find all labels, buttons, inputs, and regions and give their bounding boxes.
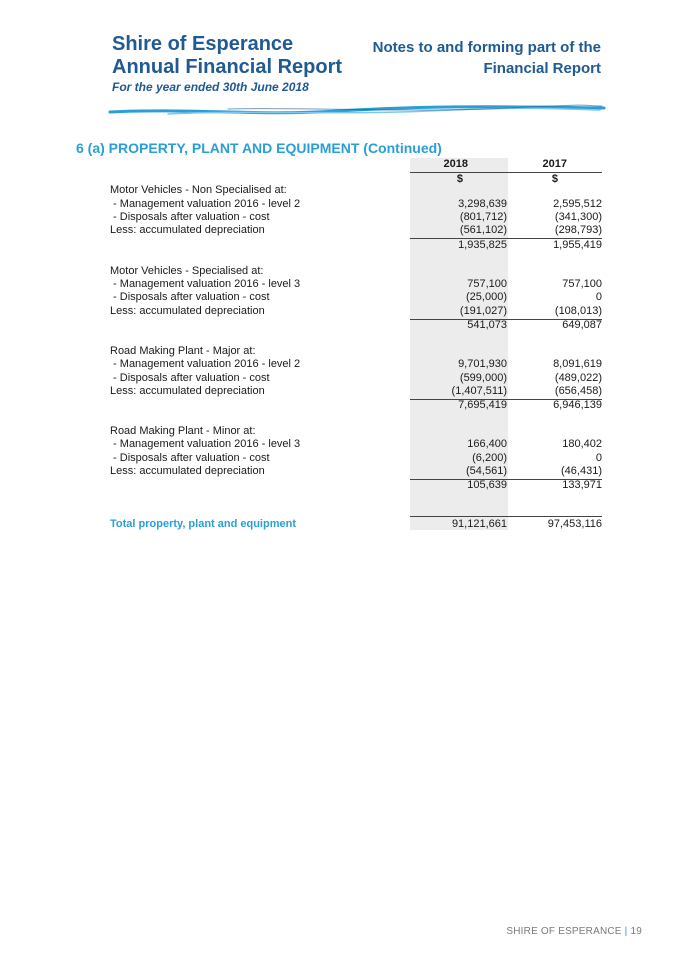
table-row	[0, 211, 675, 224]
page-footer	[506, 926, 642, 937]
table-row	[0, 372, 675, 385]
value-2018: 166,400	[467, 438, 507, 450]
total-2017: 97,453,116	[547, 518, 602, 530]
value-2018: (599,000)	[459, 372, 507, 384]
subtotal-2018: 105,639	[467, 479, 507, 491]
value-2017: 8,091,619	[553, 358, 602, 370]
value-2017: (341,300)	[554, 211, 602, 223]
value-2017: (298,793)	[554, 224, 602, 236]
value-2017: 757,100	[562, 278, 602, 290]
total-rule	[410, 516, 602, 517]
table-row	[0, 465, 675, 478]
row-label: - Disposals after valuation - cost	[110, 211, 270, 223]
table-row	[0, 452, 675, 465]
group-heading: Motor Vehicles - Specialised at:	[110, 265, 264, 277]
group-heading-row	[0, 345, 675, 358]
row-label: Less: accumulated depreciation	[110, 305, 265, 317]
report-name: Annual Financial Report	[112, 56, 343, 78]
total-row	[0, 518, 675, 531]
row-label: - Management valuation 2016 - level 2	[110, 358, 301, 370]
row-label: - Disposals after valuation - cost	[110, 291, 270, 303]
subtotal-row	[0, 479, 675, 492]
group-heading-row	[0, 184, 675, 197]
subtotal-row	[0, 319, 675, 332]
table-row	[0, 224, 675, 237]
value-2017: 180,402	[562, 438, 602, 450]
section-title: 6 (a) PROPERTY, PLANT AND EQUIPMENT (Continued)	[76, 140, 442, 156]
table-row	[0, 198, 675, 211]
value-2017: 2,595,512	[553, 198, 602, 210]
value-2018: 9,701,930	[458, 358, 507, 370]
table-row	[0, 385, 675, 398]
value-2018: (25,000)	[466, 291, 507, 303]
subtotal-row	[0, 399, 675, 412]
table-row	[0, 278, 675, 291]
value-2018: (801,712)	[459, 211, 507, 223]
column-header-2017: 2017	[542, 158, 567, 170]
table-row	[0, 358, 675, 371]
value-2018: (1,407,511)	[451, 385, 507, 397]
row-label: Less: accumulated depreciation	[110, 385, 265, 397]
row-label: - Management valuation 2016 - level 2	[110, 198, 301, 210]
value-2018: (191,027)	[459, 305, 507, 317]
value-2017: 0	[595, 291, 602, 303]
value-2017: (108,013)	[554, 305, 602, 317]
subtotal-2017: 1,955,419	[553, 239, 602, 251]
notes-heading-line1: Notes to and forming part of the	[372, 39, 601, 56]
row-label: Less: accumulated depreciation	[110, 224, 265, 236]
value-2017: (489,022)	[554, 372, 602, 384]
row-label: - Management valuation 2016 - level 3	[110, 278, 301, 290]
footer-org: SHIRE OF ESPERANCE	[506, 926, 622, 937]
value-2017: (46,431)	[561, 465, 602, 477]
subtotal-2018: 1,935,825	[458, 239, 507, 251]
table-row	[0, 305, 675, 318]
value-2018: 757,100	[467, 278, 507, 290]
value-2018: (561,102)	[459, 224, 507, 236]
currency-2017: $	[551, 173, 558, 185]
value-2017: (656,458)	[554, 385, 602, 397]
header-wave-decoration	[108, 98, 608, 120]
subtotal-2017: 649,087	[562, 319, 602, 331]
row-label: - Management valuation 2016 - level 3	[110, 438, 301, 450]
row-label: - Disposals after valuation - cost	[110, 452, 270, 464]
value-2018: (54,561)	[466, 465, 507, 477]
subtotal-2018: 7,695,419	[458, 399, 507, 411]
total-label: Total property, plant and equipment	[110, 518, 296, 530]
value-2018: (6,200)	[472, 452, 507, 464]
total-2018: 91,121,661	[451, 518, 507, 530]
table-row	[0, 291, 675, 304]
org-name: Shire of Esperance	[112, 33, 294, 55]
group-heading: Motor Vehicles - Non Specialised at:	[110, 184, 287, 196]
subtotal-2018: 541,073	[467, 319, 507, 331]
page-number: 19	[630, 926, 642, 937]
group-heading: Road Making Plant - Major at:	[110, 345, 256, 357]
table-row	[0, 438, 675, 451]
value-2018: 3,298,639	[458, 198, 507, 210]
column-header-2018: 2018	[443, 158, 468, 170]
row-label: - Disposals after valuation - cost	[110, 372, 270, 384]
group-heading-row	[0, 265, 675, 278]
notes-heading-line2: Financial Report	[483, 60, 601, 77]
footer-separator: |	[624, 926, 628, 937]
value-2017: 0	[595, 452, 602, 464]
subtotal-row	[0, 239, 675, 252]
subtotal-2017: 6,946,139	[553, 399, 602, 411]
row-label: Less: accumulated depreciation	[110, 465, 265, 477]
group-heading: Road Making Plant - Minor at:	[110, 425, 256, 437]
subtotal-2017: 133,971	[562, 479, 602, 491]
report-period: For the year ended 30th June 2018	[112, 80, 309, 94]
group-heading-row	[0, 425, 675, 438]
currency-2018: $	[456, 173, 463, 185]
